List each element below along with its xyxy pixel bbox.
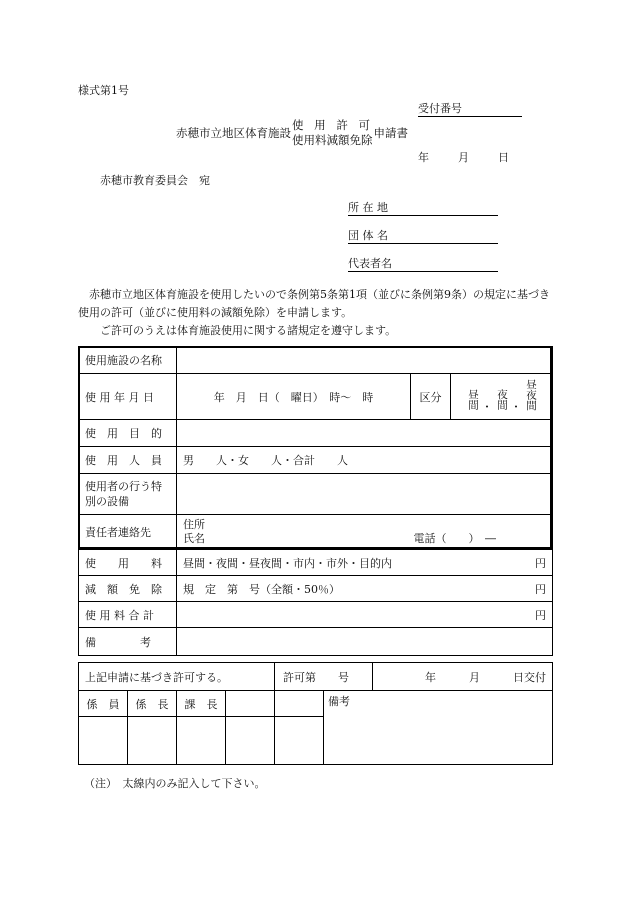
day-label: 日 [498,151,509,164]
use-date-label: 使 用 年 月 日 [79,374,177,420]
fee-label: 使 用 料 [79,550,177,576]
contact-input[interactable] [177,515,553,550]
form-title [176,118,408,148]
remarks-input[interactable] [177,628,553,656]
title-char: 許 [336,118,348,132]
month-label: 月 [458,151,469,164]
contact-name-label: 氏名 [183,532,205,545]
title-char: 使 [292,118,304,132]
equipment-input[interactable] [177,474,553,515]
discount-label: 減 額 免 除 [79,576,177,602]
staff-stamp[interactable] [79,717,128,765]
yen-unit: 円 [535,556,547,570]
total-fee-label: 使 用 料 合 計 [79,602,177,628]
contact-address-label: 住所 [183,518,205,531]
approval-remarks-label: 備考 [328,695,350,708]
purpose-input[interactable] [177,420,553,447]
blank-stamp[interactable] [275,717,324,765]
attendees-label: 使 用 人 員 [79,447,177,474]
title-char: 可 [358,118,370,132]
option-daytime[interactable] [467,389,478,410]
separator: ・ [510,400,522,414]
option-daytime-label: 昼間 [467,389,479,411]
manager-label: 課 長 [177,691,226,717]
supervisor-stamp[interactable] [128,717,177,765]
receipt-number-label: 受付番号 [418,102,462,115]
contact-phone-label: 電話（ ） ― [413,532,497,545]
permit-row [78,662,553,691]
blank-header [226,691,275,717]
title-line-2: 使用料減額免除 [292,133,373,147]
use-date-input[interactable]: 年 月 日（ 曜日） 時～ 時 [177,374,411,420]
supervisor-label: 係 長 [128,691,177,717]
manager-stamp[interactable] [177,717,226,765]
application-date[interactable] [418,149,509,165]
category-label: 区分 [411,374,451,420]
yen-unit: 円 [535,608,547,622]
contact-label: 責任者連絡先 [79,515,177,550]
footnote: （注） 太線内のみ記入して下さい。 [84,777,266,790]
option-night-label: 夜間 [496,389,508,411]
title-suffix: 申請書 [373,126,408,140]
form-number: 様式第1号 [78,84,129,97]
application-statement: 赤穂市立地区体育施設を使用したいので条例第5条第1項（並びに条例第9条）の規定に基づき使用の許可（並びに使用料の減額免除）を申請します。 [78,288,550,319]
fee-input[interactable] [177,550,553,576]
permit-number[interactable]: 許可第 号 [275,663,373,691]
total-fee-input[interactable] [177,602,553,628]
separator: ・ [481,400,493,414]
staff-label: 係 員 [79,691,128,717]
attendees-input[interactable]: 男 人・女 人・合計 人 [177,447,553,474]
representative-field[interactable] [348,255,498,272]
title-prefix: 赤穂市立地区体育施設 [176,126,291,140]
addressee: 赤穂市教育委員会 宛 [100,174,210,187]
permit-statement: 上記申請に基づき許可する。 [79,663,275,691]
approval-table [78,690,553,765]
facility-name-label: 使用施設の名称 [79,347,177,374]
receipt-number-field[interactable] [418,100,522,117]
representative-label: 代表者名 [348,257,392,270]
blank-header [275,691,324,717]
remarks-label: 備 考 [79,628,177,656]
blank-stamp[interactable] [226,717,275,765]
purpose-label: 使 用 目 的 [79,420,177,447]
title-line-1 [292,118,370,133]
address-field[interactable] [348,199,498,216]
title-char: 用 [314,118,326,132]
approval-remarks[interactable] [324,691,553,765]
organization-field[interactable] [348,227,498,244]
option-daynight-label: 昼夜間 [525,378,537,411]
category-options[interactable] [451,374,553,420]
facility-name-input[interactable] [177,347,553,374]
equipment-label: 使用者の行う特別の設備 [79,474,177,515]
address-label: 所 在 地 [348,201,388,214]
permit-date[interactable]: 年 月 日交付 [373,663,553,691]
discount-input[interactable] [177,576,553,602]
year-label: 年 [418,151,429,164]
compliance-statement: ご許可のうえは体育施設使用に関する諸規定を遵守します。 [100,324,397,337]
application-table [78,346,553,656]
yen-unit: 円 [535,582,547,596]
option-night[interactable] [496,389,507,410]
option-daynight[interactable] [525,379,536,411]
fee-options: 昼間・夜間・昼夜間・市内・市外・目的内 [183,556,392,570]
discount-rule: 規 定 第 号（全額・50％） [183,582,340,596]
organization-label: 団 体 名 [348,229,388,242]
